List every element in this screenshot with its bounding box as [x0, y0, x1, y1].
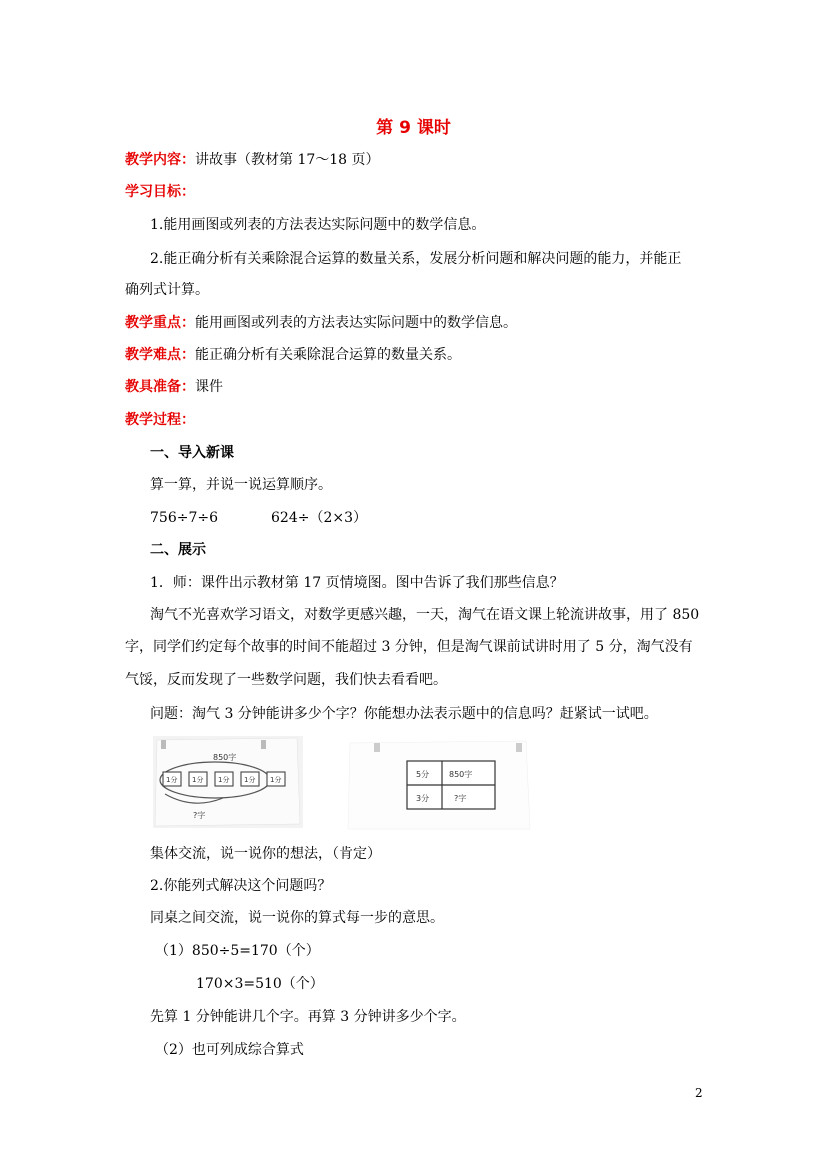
pin-icon: [516, 743, 522, 752]
goal-item-2: 2.能正确分析有关乘除混合运算的数量关系，发展分析问题和解决问题的能力，并能正: [150, 251, 682, 267]
tools-text: 课件: [195, 379, 223, 395]
teaching-content: [125, 150, 380, 170]
bar-diagram: [153, 736, 303, 828]
key-point: [125, 313, 517, 333]
table-cell: ?字: [454, 794, 467, 803]
table-cell: 3分: [416, 794, 430, 803]
goal-item-1: 1.能用画图或列表的方法表达实际问题中的数学信息。: [150, 217, 486, 233]
bar-box-label: 1分: [166, 776, 178, 784]
bar-box-label: 1分: [270, 776, 282, 784]
section2-p3: 问题：淘气 3 分钟能讲多少个字？你能想办法表示题中的信息吗？赶紧试一试吧。: [150, 706, 658, 722]
key-point-label: 教学重点：: [125, 315, 195, 331]
process-label: 教学过程：: [125, 412, 195, 428]
section1-heading: 一、导入新课: [150, 445, 234, 461]
key-point-text: 能用画图或列表的方法表达实际问题中的数学信息。: [195, 315, 517, 331]
table-cell: 5分: [416, 770, 430, 779]
section1-instruction: 算一算，并说一说运算顺序。: [150, 477, 332, 493]
calc-step-1: （1）850÷5=170（个）: [155, 943, 320, 959]
expression-1: 756÷7÷6: [150, 510, 218, 526]
pin-icon: [161, 740, 166, 749]
bar-box-label: 1分: [244, 776, 256, 784]
section2-p9: 先算 1 分钟能讲几个字。再算 3 分钟讲多少个字。: [150, 1009, 466, 1025]
table-diagram: [344, 737, 534, 832]
difficulty-text: 能正确分析有关乘除混合运算的数量关系。: [195, 347, 461, 363]
calc-step-2: 170×3=510（个）: [196, 976, 324, 992]
bar-boxes: [163, 772, 285, 786]
difficulty-label: 教学难点：: [125, 347, 195, 363]
page-title: 第 9 课时: [376, 118, 451, 138]
bar-box-label: 1分: [218, 776, 230, 784]
section2-p4: 集体交流，说一说你的想法，（肯定）: [150, 846, 381, 862]
tools-label: 教具准备：: [125, 379, 195, 395]
section2-p2c: 气馁，反而发现了一些数学问题，我们快去看看吧。: [125, 672, 447, 688]
section2-heading: 二、展示: [150, 542, 206, 558]
section2-p2b: 字，同学们约定每个故事的时间不能超过 3 分钟，但是淘气课前试讲时用了 5 分，淘气没有: [125, 639, 693, 655]
goal-item-2-cont: 确列式计算。: [125, 282, 209, 298]
section2-p6: 同桌之间交流，说一说你的算式每一步的意思。: [150, 910, 444, 926]
bar-box-label: 1分: [192, 776, 204, 784]
tools: [125, 377, 223, 397]
table-cell: 850字: [449, 770, 473, 779]
section2-p2a: 淘气不光喜欢学习语文，对数学更感兴趣，一天，淘气在语文课上轮流讲故事，用了 850: [150, 607, 700, 623]
section2-p5: 2.你能列式解决这个问题吗？: [150, 878, 332, 894]
figure1-top-label: 850字: [213, 753, 237, 762]
pin-icon: [261, 740, 266, 749]
section2-p1: 1．师：课件出示教材第 17 页情境图。图中告诉了我们那些信息？: [150, 575, 564, 591]
section2-p10: （2）也可列成综合算式: [155, 1042, 304, 1058]
expression-2: 624÷（2×3）: [271, 510, 367, 526]
figure1-bottom-label: ?字: [193, 811, 206, 820]
bar-diagram-figure: [153, 736, 303, 828]
teaching-content-label: 教学内容：: [125, 152, 195, 168]
table-diagram-figure: [344, 737, 534, 832]
page-number: 2: [695, 1086, 703, 1100]
difficulty: [125, 345, 461, 365]
goals-label: 学习目标：: [125, 184, 195, 200]
pin-icon: [374, 743, 380, 752]
teaching-content-text: 讲故事（教材第 17～18 页）: [195, 152, 380, 168]
